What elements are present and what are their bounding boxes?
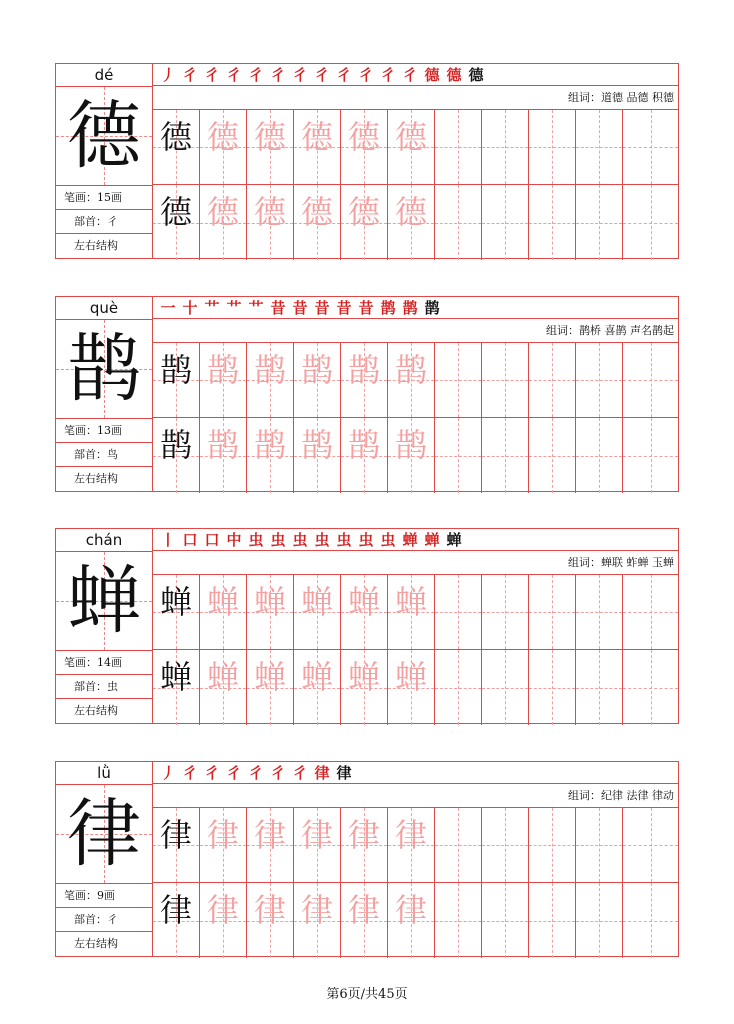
- stroke-step: 彳: [292, 764, 308, 782]
- practice-cell[interactable]: [388, 883, 435, 958]
- stroke-order: [153, 64, 678, 86]
- word-examples: 组词：纪律 法律 律动: [153, 784, 678, 808]
- practice-cell[interactable]: [294, 185, 341, 260]
- practice-cell[interactable]: [247, 808, 294, 882]
- practice-cell[interactable]: [388, 575, 435, 649]
- radical: 部首：彳: [56, 908, 152, 932]
- trace-character: 德: [206, 193, 239, 231]
- practice-cell[interactable]: [435, 343, 482, 417]
- practice-cell[interactable]: [529, 185, 576, 260]
- trace-character: 律: [300, 816, 333, 854]
- stroke-step: 丨: [160, 531, 176, 549]
- practice-row: [153, 110, 678, 185]
- trace-character: 律: [253, 816, 286, 854]
- practice-cell[interactable]: [200, 808, 247, 882]
- practice-cell[interactable]: [529, 343, 576, 417]
- practice-cell[interactable]: [247, 575, 294, 649]
- trace-character: 德: [347, 193, 380, 231]
- practice-cell[interactable]: [623, 110, 678, 184]
- trace-character: 律: [347, 891, 380, 929]
- practice-cell[interactable]: [435, 575, 482, 649]
- practice-cell[interactable]: [388, 650, 435, 725]
- stroke-step: 艹: [248, 299, 264, 317]
- stroke-step: 鹊: [424, 299, 440, 317]
- practice-cell[interactable]: [247, 883, 294, 958]
- model-character: 鹊: [67, 326, 141, 412]
- practice-cell[interactable]: [435, 808, 482, 882]
- practice-row: [153, 808, 678, 883]
- stroke-step: 艹: [226, 299, 242, 317]
- practice-cell[interactable]: [388, 418, 435, 493]
- practice-cell[interactable]: [153, 185, 200, 260]
- character-info-panel: [56, 297, 153, 491]
- practice-cell[interactable]: [482, 110, 529, 184]
- practice-cell[interactable]: [435, 883, 482, 958]
- trace-character: 蝉: [394, 658, 427, 696]
- practice-row: [153, 418, 678, 493]
- stroke-step: 彳: [204, 66, 220, 84]
- trace-character: 鹊: [394, 351, 427, 389]
- trace-character: 德: [300, 118, 333, 156]
- stroke-step: 昔: [270, 299, 286, 317]
- practice-cell[interactable]: [623, 575, 678, 649]
- practice-cell[interactable]: [247, 185, 294, 260]
- practice-row: [153, 883, 678, 958]
- practice-cell[interactable]: [341, 418, 388, 493]
- trace-character: 律: [347, 816, 380, 854]
- practice-cell[interactable]: [153, 883, 200, 958]
- practice-cell[interactable]: [529, 575, 576, 649]
- trace-character: 律: [300, 891, 333, 929]
- stroke-step: 蝉: [446, 531, 462, 549]
- practice-cell[interactable]: [294, 883, 341, 958]
- practice-cell[interactable]: [200, 185, 247, 260]
- practice-cell[interactable]: [482, 650, 529, 725]
- practice-cell[interactable]: [576, 110, 623, 184]
- trace-character: 蝉: [394, 583, 427, 621]
- trace-character: 律: [206, 816, 239, 854]
- practice-cell[interactable]: [529, 418, 576, 493]
- trace-character: 德: [394, 118, 427, 156]
- radical: 部首：虫: [56, 675, 152, 699]
- trace-character: 鹊: [206, 426, 239, 464]
- practice-cell[interactable]: [482, 185, 529, 260]
- example-character: 律: [159, 816, 192, 854]
- character-info-panel: [56, 762, 153, 956]
- structure: 左右结构: [74, 937, 118, 950]
- page-number: 第6页/共45页: [326, 987, 408, 1002]
- practice-cell[interactable]: [482, 575, 529, 649]
- practice-cell[interactable]: [341, 883, 388, 958]
- practice-cell[interactable]: [294, 650, 341, 725]
- practice-cell[interactable]: [388, 110, 435, 184]
- practice-cell[interactable]: [294, 418, 341, 493]
- trace-character: 律: [394, 891, 427, 929]
- practice-cell[interactable]: [529, 883, 576, 958]
- character-card: [55, 296, 679, 492]
- practice-cell[interactable]: [435, 418, 482, 493]
- practice-cell[interactable]: [623, 185, 678, 260]
- stroke-step: 彳: [248, 66, 264, 84]
- practice-cell[interactable]: [341, 808, 388, 882]
- stroke-step: 中: [226, 531, 242, 549]
- stroke-step: 彳: [336, 66, 352, 84]
- practice-cell[interactable]: [623, 808, 678, 882]
- practice-cell[interactable]: [153, 575, 200, 649]
- trace-character: 德: [253, 118, 286, 156]
- model-character: 德: [67, 93, 141, 179]
- trace-character: 鹊: [300, 426, 333, 464]
- practice-row: [153, 575, 678, 650]
- practice-cell[interactable]: [341, 110, 388, 184]
- pinyin: què: [56, 297, 152, 320]
- practice-cell[interactable]: [482, 883, 529, 958]
- stroke-step: 德: [446, 66, 462, 84]
- structure: 左右结构: [74, 239, 118, 252]
- practice-cell[interactable]: [388, 343, 435, 417]
- pinyin: dé: [56, 64, 152, 87]
- stroke-step: 虫: [270, 531, 286, 549]
- practice-area: [153, 762, 678, 956]
- practice-cell[interactable]: [247, 343, 294, 417]
- model-character-box: [56, 785, 152, 884]
- character-info-panel: [56, 529, 153, 723]
- practice-cell[interactable]: [294, 575, 341, 649]
- stroke-step: 虫: [380, 531, 396, 549]
- trace-character: 德: [394, 193, 427, 231]
- practice-cell[interactable]: [294, 343, 341, 417]
- stroke-step: 虫: [292, 531, 308, 549]
- example-character: 蝉: [159, 658, 192, 696]
- trace-character: 鹊: [253, 351, 286, 389]
- stroke-step: 彳: [204, 764, 220, 782]
- pinyin: chán: [56, 529, 152, 552]
- practice-cell[interactable]: [482, 808, 529, 882]
- stroke-step: 彳: [226, 66, 242, 84]
- trace-character: 蝉: [206, 583, 239, 621]
- stroke-count: 笔画：15画: [56, 186, 152, 210]
- stroke-step: 彳: [182, 66, 198, 84]
- practice-cell[interactable]: [294, 110, 341, 184]
- stroke-count: 笔画：13画: [56, 419, 152, 443]
- trace-character: 德: [206, 118, 239, 156]
- trace-character: 蝉: [300, 583, 333, 621]
- character-card: [55, 63, 679, 259]
- trace-character: 律: [253, 891, 286, 929]
- pinyin: lǜ: [56, 762, 152, 785]
- stroke-count: 笔画：9画: [56, 884, 152, 908]
- stroke-step: 彳: [182, 764, 198, 782]
- practice-cell[interactable]: [153, 418, 200, 493]
- practice-cell[interactable]: [200, 650, 247, 725]
- model-character-box: [56, 552, 152, 651]
- practice-area: [153, 297, 678, 491]
- practice-cell[interactable]: [576, 185, 623, 260]
- practice-cell[interactable]: [529, 650, 576, 725]
- stroke-step: 昔: [292, 299, 308, 317]
- stroke-count: 笔画：14画: [56, 651, 152, 675]
- practice-cell[interactable]: [247, 110, 294, 184]
- practice-cell[interactable]: [200, 575, 247, 649]
- character-info-panel: [56, 64, 153, 258]
- practice-cell[interactable]: [482, 343, 529, 417]
- stroke-step: 律: [314, 764, 330, 782]
- practice-cell[interactable]: [200, 110, 247, 184]
- practice-cell[interactable]: [153, 650, 200, 725]
- practice-area: [153, 529, 678, 723]
- practice-cell[interactable]: [153, 343, 200, 417]
- practice-cell[interactable]: [623, 650, 678, 725]
- practice-cell[interactable]: [435, 650, 482, 725]
- stroke-step: 彳: [314, 66, 330, 84]
- practice-cell[interactable]: [435, 110, 482, 184]
- practice-cell[interactable]: [153, 808, 200, 882]
- example-character: 鹊: [159, 351, 192, 389]
- practice-cell[interactable]: [341, 650, 388, 725]
- trace-character: 蝉: [253, 583, 286, 621]
- practice-cell[interactable]: [576, 418, 623, 493]
- trace-character: 鹊: [253, 426, 286, 464]
- stroke-step: 一: [160, 299, 176, 317]
- example-character: 律: [159, 891, 192, 929]
- model-character-box: [56, 320, 152, 419]
- word-examples: 组词：道德 品德 积德: [153, 86, 678, 110]
- trace-character: 蝉: [300, 658, 333, 696]
- stroke-step: 口: [204, 531, 220, 549]
- stroke-step: 丿: [160, 66, 176, 84]
- example-character: 德: [159, 118, 192, 156]
- stroke-step: 蝉: [424, 531, 440, 549]
- stroke-step: 昔: [336, 299, 352, 317]
- practice-area: [153, 64, 678, 258]
- stroke-step: 彳: [248, 764, 264, 782]
- practice-cell[interactable]: [388, 185, 435, 260]
- stroke-step: 蝉: [402, 531, 418, 549]
- practice-cell[interactable]: [200, 343, 247, 417]
- stroke-order: [153, 762, 678, 784]
- stroke-step: 鹊: [380, 299, 396, 317]
- stroke-step: 德: [424, 66, 440, 84]
- practice-cell[interactable]: [623, 343, 678, 417]
- example-character: 德: [159, 193, 192, 231]
- stroke-step: 昔: [358, 299, 374, 317]
- practice-cell[interactable]: [388, 808, 435, 882]
- practice-row: [153, 343, 678, 418]
- practice-cell[interactable]: [435, 185, 482, 260]
- stroke-step: 鹊: [402, 299, 418, 317]
- stroke-order: [153, 529, 678, 551]
- practice-row: [153, 185, 678, 260]
- structure: 左右结构: [74, 704, 118, 717]
- practice-cell[interactable]: [200, 883, 247, 958]
- stroke-step: 彳: [380, 66, 396, 84]
- stroke-step: 虫: [336, 531, 352, 549]
- practice-cell[interactable]: [623, 418, 678, 493]
- trace-character: 蝉: [347, 583, 380, 621]
- practice-cell[interactable]: [247, 418, 294, 493]
- trace-character: 蝉: [253, 658, 286, 696]
- character-card: [55, 528, 679, 724]
- trace-character: 鹊: [394, 426, 427, 464]
- structure: 左右结构: [74, 472, 118, 485]
- practice-cell[interactable]: [341, 185, 388, 260]
- practice-cell[interactable]: [294, 808, 341, 882]
- character-card: [55, 761, 679, 957]
- practice-row: [153, 650, 678, 725]
- practice-cell[interactable]: [482, 418, 529, 493]
- practice-cell[interactable]: [576, 343, 623, 417]
- word-examples: 组词：鹊桥 喜鹊 声名鹊起: [153, 319, 678, 343]
- practice-cell[interactable]: [153, 110, 200, 184]
- trace-character: 律: [206, 891, 239, 929]
- stroke-step: 艹: [204, 299, 220, 317]
- stroke-step: 德: [468, 66, 484, 84]
- practice-cell[interactable]: [576, 650, 623, 725]
- stroke-step: 彳: [402, 66, 418, 84]
- practice-cell[interactable]: [623, 883, 678, 958]
- example-character: 蝉: [159, 583, 192, 621]
- stroke-step: 彳: [270, 764, 286, 782]
- trace-character: 律: [394, 816, 427, 854]
- practice-cell[interactable]: [529, 110, 576, 184]
- stroke-step: 彳: [292, 66, 308, 84]
- practice-cell[interactable]: [341, 343, 388, 417]
- stroke-order: [153, 297, 678, 319]
- trace-character: 鹊: [300, 351, 333, 389]
- trace-character: 鹊: [347, 426, 380, 464]
- stroke-step: 丿: [160, 764, 176, 782]
- trace-character: 德: [253, 193, 286, 231]
- trace-character: 鹊: [347, 351, 380, 389]
- stroke-step: 律: [336, 764, 352, 782]
- practice-cell[interactable]: [200, 418, 247, 493]
- example-character: 鹊: [159, 426, 192, 464]
- practice-cell[interactable]: [529, 808, 576, 882]
- stroke-step: 虫: [358, 531, 374, 549]
- practice-cell[interactable]: [576, 808, 623, 882]
- stroke-step: 昔: [314, 299, 330, 317]
- stroke-step: 十: [182, 299, 198, 317]
- trace-character: 鹊: [206, 351, 239, 389]
- trace-character: 蝉: [206, 658, 239, 696]
- practice-cell[interactable]: [576, 883, 623, 958]
- trace-character: 德: [347, 118, 380, 156]
- word-examples: 组词：蝉联 蚱蝉 玉蝉: [153, 551, 678, 575]
- stroke-step: 彳: [270, 66, 286, 84]
- stroke-step: 彳: [358, 66, 374, 84]
- model-character: 律: [67, 791, 141, 877]
- radical: 部首：鸟: [56, 443, 152, 467]
- trace-character: 德: [300, 193, 333, 231]
- stroke-step: 虫: [248, 531, 264, 549]
- trace-character: 蝉: [347, 658, 380, 696]
- model-character: 蝉: [67, 558, 141, 644]
- stroke-step: 虫: [314, 531, 330, 549]
- stroke-step: 彳: [226, 764, 242, 782]
- practice-cell[interactable]: [576, 575, 623, 649]
- model-character-box: [56, 87, 152, 186]
- practice-cell[interactable]: [341, 575, 388, 649]
- stroke-step: 口: [182, 531, 198, 549]
- radical: 部首：彳: [56, 210, 152, 234]
- practice-cell[interactable]: [247, 650, 294, 725]
